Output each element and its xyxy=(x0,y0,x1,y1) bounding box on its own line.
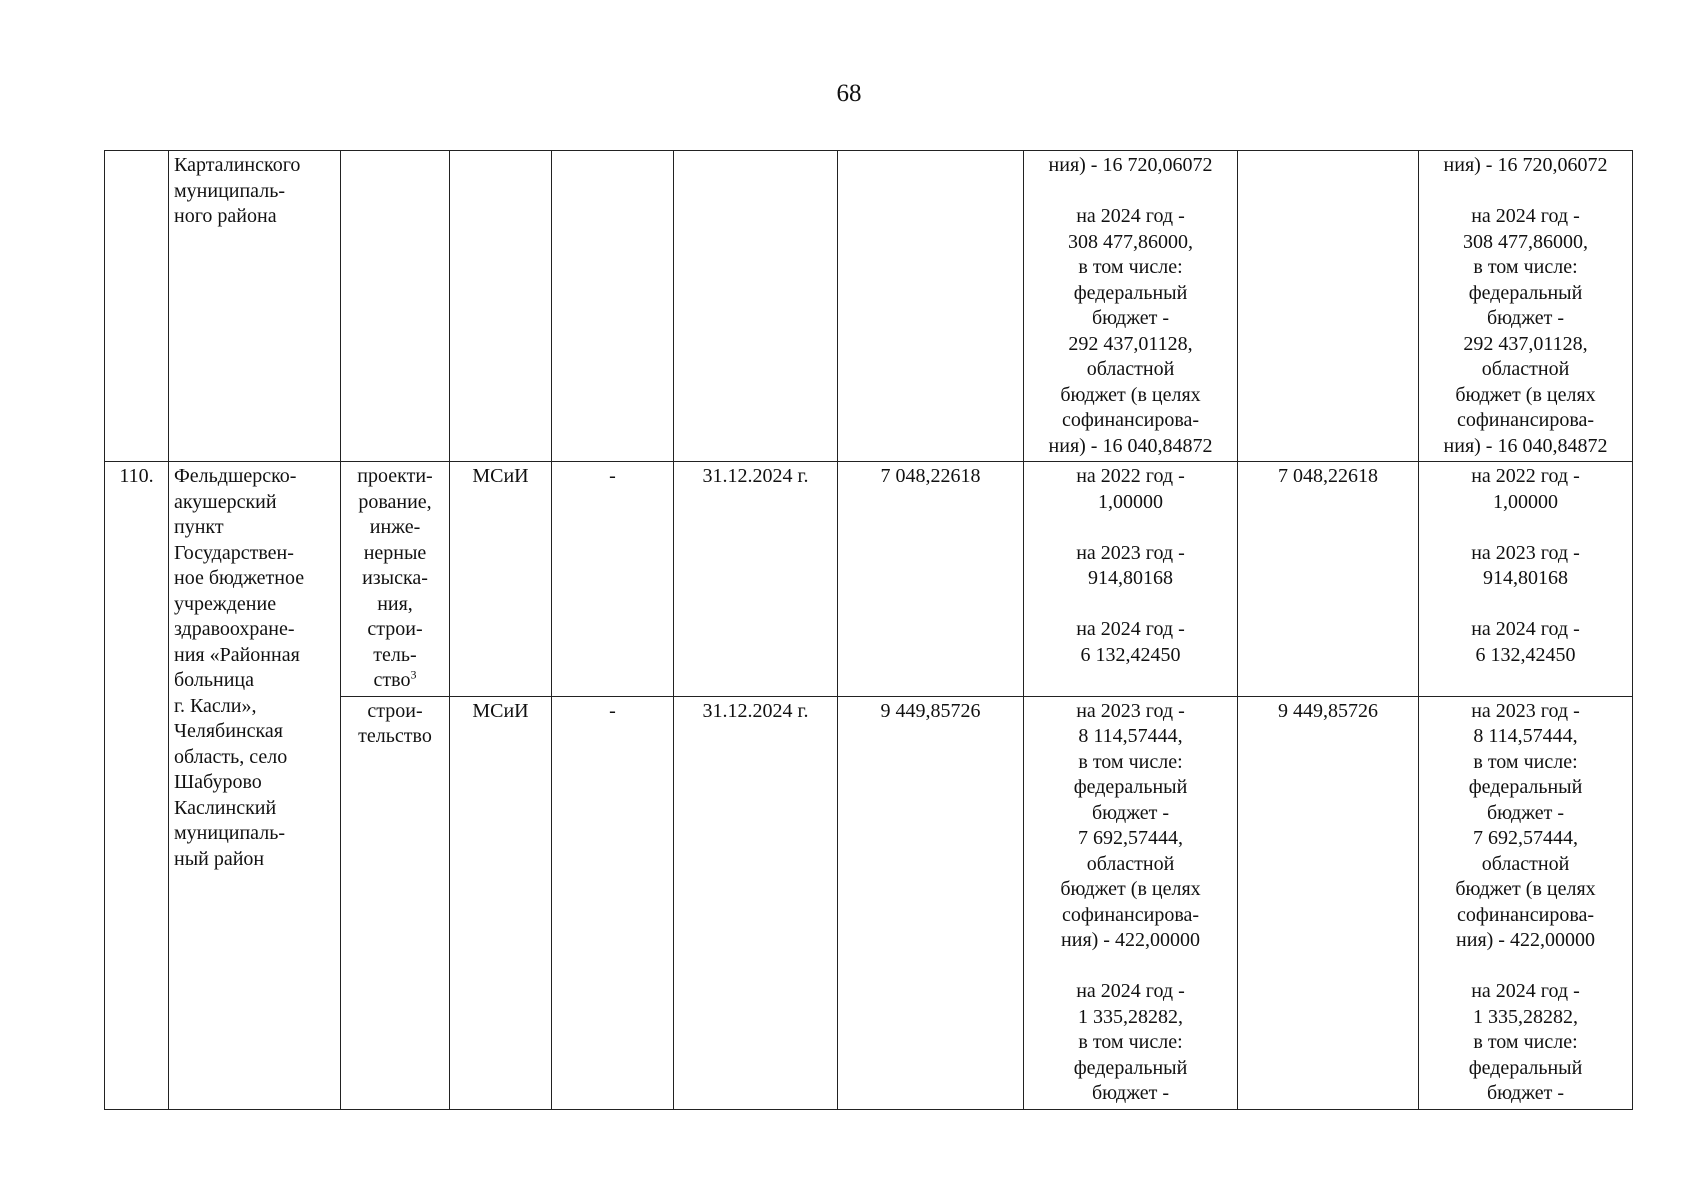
text-line: больница xyxy=(174,669,254,691)
text-line: в том числе: xyxy=(1078,1031,1183,1053)
text-line: областной xyxy=(1086,358,1175,380)
text-line xyxy=(1029,179,1232,205)
text-line: Челябинская xyxy=(174,720,284,742)
text-line xyxy=(1424,592,1627,618)
cell-work-type xyxy=(341,151,450,462)
cell-financing-2 xyxy=(1419,696,1633,1109)
text-line: ния) - 16 720,06072 xyxy=(1443,154,1608,176)
text-line: федеральный xyxy=(1468,281,1583,304)
text-line: ния, xyxy=(377,592,413,615)
cell-end xyxy=(674,151,838,462)
text-line: 1 335,28282, xyxy=(1473,1005,1578,1028)
text-line: федеральный xyxy=(1073,776,1188,798)
text-line: на 2023 год - xyxy=(1076,541,1185,564)
text-line: на 2024 год - xyxy=(1076,980,1185,1002)
text-line: на 2023 год - xyxy=(1076,699,1185,722)
cell-number xyxy=(105,462,169,1110)
text-line: федеральный xyxy=(1073,281,1188,304)
text-line: 8 114,57444, xyxy=(1078,725,1183,747)
text-line: ного района xyxy=(174,205,277,227)
text-line: в том числе: xyxy=(1473,256,1578,278)
text-line: 1,00000 xyxy=(1493,490,1558,513)
text-line: строи- xyxy=(367,618,423,640)
cell-financing xyxy=(1024,462,1238,697)
cell-financing-2 xyxy=(1419,462,1633,697)
text-line: ный район xyxy=(174,847,265,870)
text-line: бюджет - xyxy=(1091,801,1170,824)
text-line: 914,80168 xyxy=(1088,567,1173,589)
financing-text xyxy=(1029,464,1232,668)
text-line: здравоохране- xyxy=(174,618,295,640)
text-line: строи- xyxy=(367,699,423,722)
cell-start: - xyxy=(552,462,674,697)
cell-cost-2: 9 449,85726 xyxy=(1238,696,1419,1109)
text-line: на 2022 год - xyxy=(1076,465,1185,487)
text-line: областной xyxy=(1481,852,1570,875)
text-line: ство xyxy=(373,669,411,691)
text-line: Карталинского xyxy=(174,154,301,176)
text-line: на 2024 год - xyxy=(1076,618,1185,640)
investment-table xyxy=(104,150,1633,1110)
table-row-continued xyxy=(105,151,1633,462)
financing-text xyxy=(1029,699,1232,1107)
cell-cost-2 xyxy=(1238,151,1419,462)
text-line: ния) - 422,00000 xyxy=(1061,929,1200,951)
text-line: софинансирова- xyxy=(1061,903,1200,926)
text-line: бюджет (в целях xyxy=(1455,383,1596,406)
text-line: ния) - 16 040,84872 xyxy=(1048,434,1213,457)
cell-financing-2 xyxy=(1419,151,1633,462)
text-line: на 2024 год - xyxy=(1076,205,1185,227)
object-name-text xyxy=(174,153,335,230)
financing-text-2 xyxy=(1424,699,1627,1107)
cell-start: - xyxy=(552,696,674,1109)
text-line: проекти- xyxy=(357,465,433,487)
text-line: муниципаль- xyxy=(174,822,285,844)
text-line: 292 437,01128, xyxy=(1068,332,1193,355)
text-line: на 2023 год - xyxy=(1471,541,1580,564)
text-line: 7 692,57444, xyxy=(1473,827,1578,849)
text-line: бюджет (в целях xyxy=(1455,878,1596,900)
text-line: софинансирова- xyxy=(1061,409,1200,431)
text-line: федеральный xyxy=(1468,776,1583,798)
text-line: область, село xyxy=(174,745,288,768)
cell-start xyxy=(552,151,674,462)
cell-cost-2: 7 048,22618 xyxy=(1238,462,1419,697)
text-line: ния «Районная xyxy=(174,643,300,666)
text-line: софинансирова- xyxy=(1456,409,1595,431)
text-line xyxy=(1029,592,1232,618)
text-line: на 2022 год - xyxy=(1471,465,1580,487)
text-line: тель- xyxy=(373,643,417,666)
cell-customer xyxy=(450,151,552,462)
text-line: в том числе: xyxy=(1473,750,1578,773)
text-line: в том числе: xyxy=(1078,256,1183,278)
text-line: тельство xyxy=(358,725,432,747)
row-number: 110. xyxy=(119,465,154,487)
text-line xyxy=(1029,515,1232,541)
table-row-110a xyxy=(105,462,1633,697)
text-line: на 2023 год - xyxy=(1471,699,1580,722)
text-line: г. Касли», xyxy=(174,694,257,717)
financing-text-2 xyxy=(1424,153,1627,459)
text-line: в том числе: xyxy=(1078,750,1183,773)
cell-work-type xyxy=(341,696,450,1109)
text-line: 308 477,86000, xyxy=(1068,230,1193,253)
text-line xyxy=(1424,179,1627,205)
cell-number xyxy=(105,151,169,462)
text-line: муниципаль- xyxy=(174,179,285,202)
cell-customer: МСиИ xyxy=(450,696,552,1109)
text-line: бюджет (в целях xyxy=(1060,383,1201,406)
text-line: пункт xyxy=(174,516,224,538)
text-line: софинансирова- xyxy=(1456,903,1595,926)
financing-text xyxy=(1029,153,1232,459)
cell-customer: МСиИ xyxy=(450,462,552,697)
text-line: 914,80168 xyxy=(1483,567,1568,589)
text-line: 7 692,57444, xyxy=(1078,827,1183,849)
text-line: 6 132,42450 xyxy=(1475,643,1576,666)
text-line: рование, xyxy=(358,490,432,513)
text-line: бюджет - xyxy=(1486,307,1565,329)
text-line: бюджет - xyxy=(1486,1082,1565,1104)
text-line: на 2024 год - xyxy=(1471,980,1580,1002)
work-type-text xyxy=(346,464,444,694)
page-number: 68 xyxy=(836,80,862,107)
text-line: нерные xyxy=(363,541,427,564)
text-line: 1 335,28282, xyxy=(1078,1005,1183,1028)
text-line: федеральный xyxy=(1073,1056,1188,1079)
text-line: бюджет - xyxy=(1091,1082,1170,1104)
text-line: в том числе: xyxy=(1473,1031,1578,1053)
text-line: Фельдшерско- xyxy=(174,465,297,487)
text-line: федеральный xyxy=(1468,1056,1583,1079)
text-line: инже- xyxy=(369,516,421,538)
text-line: 6 132,42450 xyxy=(1080,643,1181,666)
cell-end: 31.12.2024 г. xyxy=(674,462,838,697)
cell-cost: 9 449,85726 xyxy=(838,696,1024,1109)
text-line: на 2024 год - xyxy=(1471,618,1580,640)
text-line: бюджет - xyxy=(1091,307,1170,329)
cell-object-name xyxy=(169,151,341,462)
cell-cost: 7 048,22618 xyxy=(838,462,1024,697)
financing-text-2 xyxy=(1424,464,1627,668)
cell-work-type xyxy=(341,462,450,697)
text-line xyxy=(1424,515,1627,541)
cell-cost xyxy=(838,151,1024,462)
text-line: бюджет (в целях xyxy=(1060,878,1201,900)
object-name-text xyxy=(174,464,335,872)
text-line: 292 437,01128, xyxy=(1463,332,1588,355)
text-line: на 2024 год - xyxy=(1471,205,1580,227)
text-line: акушерский xyxy=(174,490,277,513)
work-type-text xyxy=(346,699,444,750)
text-line: Шабурово xyxy=(174,771,262,793)
text-line: 8 114,57444, xyxy=(1473,725,1578,747)
text-line xyxy=(1029,954,1232,980)
text-line: 1,00000 xyxy=(1098,490,1163,513)
cell-financing xyxy=(1024,151,1238,462)
text-line: бюджет - xyxy=(1486,801,1565,824)
text-line: учреждение xyxy=(174,592,277,615)
text-line: Государствен- xyxy=(174,541,294,564)
text-line xyxy=(1424,954,1627,980)
text-line: ное бюджетное xyxy=(174,567,305,589)
footnote-mark: 3 xyxy=(410,667,417,682)
text-line: областной xyxy=(1086,852,1175,875)
text-line: областной xyxy=(1481,358,1570,380)
text-line: ния) - 422,00000 xyxy=(1456,929,1595,951)
text-line: ния) - 16 720,06072 xyxy=(1048,154,1213,176)
cell-object-name xyxy=(169,462,341,1110)
text-line: ния) - 16 040,84872 xyxy=(1443,434,1608,457)
text-line: Каслинский xyxy=(174,796,277,819)
cell-financing xyxy=(1024,696,1238,1109)
cell-end: 31.12.2024 г. xyxy=(674,696,838,1109)
text-line: изыска- xyxy=(362,567,428,589)
text-line: 308 477,86000, xyxy=(1463,230,1588,253)
